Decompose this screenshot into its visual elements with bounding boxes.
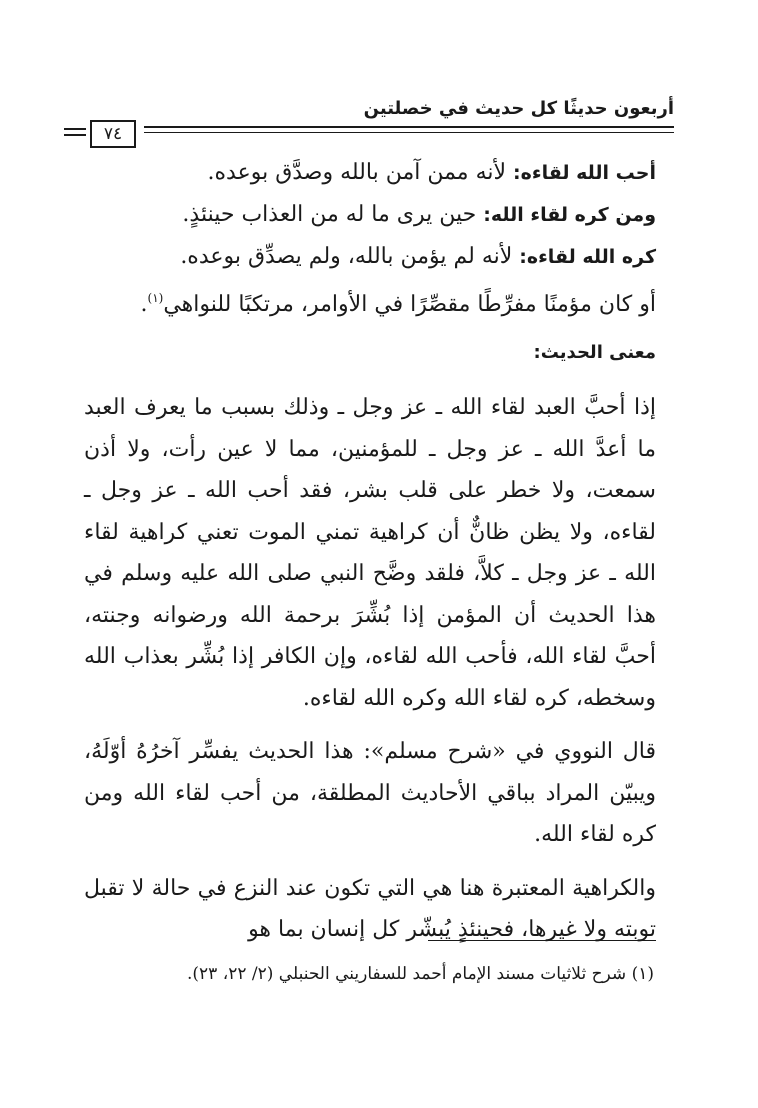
footnote: (١) شرح ثلاثيات مسند الإمام أحمد للسفاريني الحنبلي (٢/ ٢٢، ٢٣). (186, 964, 654, 984)
definition-line (84, 194, 656, 236)
definition-text: لأنه ممن آمن بالله وصدَّق بوعده. (207, 160, 514, 185)
footnote-reference: (١) (147, 291, 164, 305)
page-number: ٧٤ (90, 120, 136, 148)
header-rule-thin (144, 132, 674, 133)
body-paragraph: إذا أحبَّ العبد لقاء الله ـ عز وجل ـ وذلك بسبب ما يعرف العبد ما أعدَّ الله ـ عز وجل ـ للمؤمنين، مما لا عين رأت، ولا أذن سمعت، ولا خطر على قلب بشر، فقد أحب الله ـ عز وجل ـ لقاءه، ولا يظن ظانٌّ أن كراهية تمني الموت تعني كراهية لقاء الله ـ عز وجل ـ كلاَّ، فلقد وضَّح النبي صلى الله عليه وسلم في هذا الحديث أن المؤمن إذا بُشِّرَ برحمة الله ورضوانه وجنته، أحبَّ لقاء الله، فأحب الله لقاءه، وإن الكافر إذا بُشِّر بعذاب الله وسخطه، كره لقاء الله وكره الله لقاءه. (84, 395, 657, 711)
header-rule (144, 126, 674, 128)
definition-text: لأنه لم يؤمن بالله، ولم يصدِّق بوعده. (180, 244, 520, 269)
definition-text: حين يرى ما له من العذاب حينئذٍ. (182, 202, 484, 227)
body-paragraph: قال النووي في «شرح مسلم»: هذا الحديث يفسِّر آخرُهُ أوّلَهُ، ويبيّن المراد بباقي الأحاديث المطلقة، من أحب لقاء الله ومن كره لقاء الله. (84, 739, 656, 847)
period: . (140, 292, 148, 317)
definition-term: كره الله لقاءه: (519, 246, 656, 268)
definition-line (84, 236, 656, 278)
definition-line (84, 152, 656, 194)
section-heading: معنى الحديث: (533, 342, 656, 363)
believer-text: أو كان مؤمنًا مفرِّطًا مقصِّرًا في الأوامر، مرتكبًا للنواهي (163, 292, 656, 317)
page-body (84, 152, 656, 951)
definition-term: ومن كره لقاء الله: (483, 204, 656, 226)
footnote-separator (428, 940, 656, 941)
definition-term: أحب الله لقاءه: (513, 162, 656, 184)
running-header-title: أربعون حديثًا كل حديث في خصلتين (363, 98, 674, 119)
body-paragraph: والكراهية المعتبرة هنا هي التي تكون عند النزع في حالة لا تقبل توبته ولا غيرها، فحينئذٍ يُبشّر كل إنسان بما هو (84, 875, 656, 942)
page-header (84, 98, 674, 154)
believer-line (84, 278, 656, 325)
header-dash-ornament (64, 128, 86, 136)
